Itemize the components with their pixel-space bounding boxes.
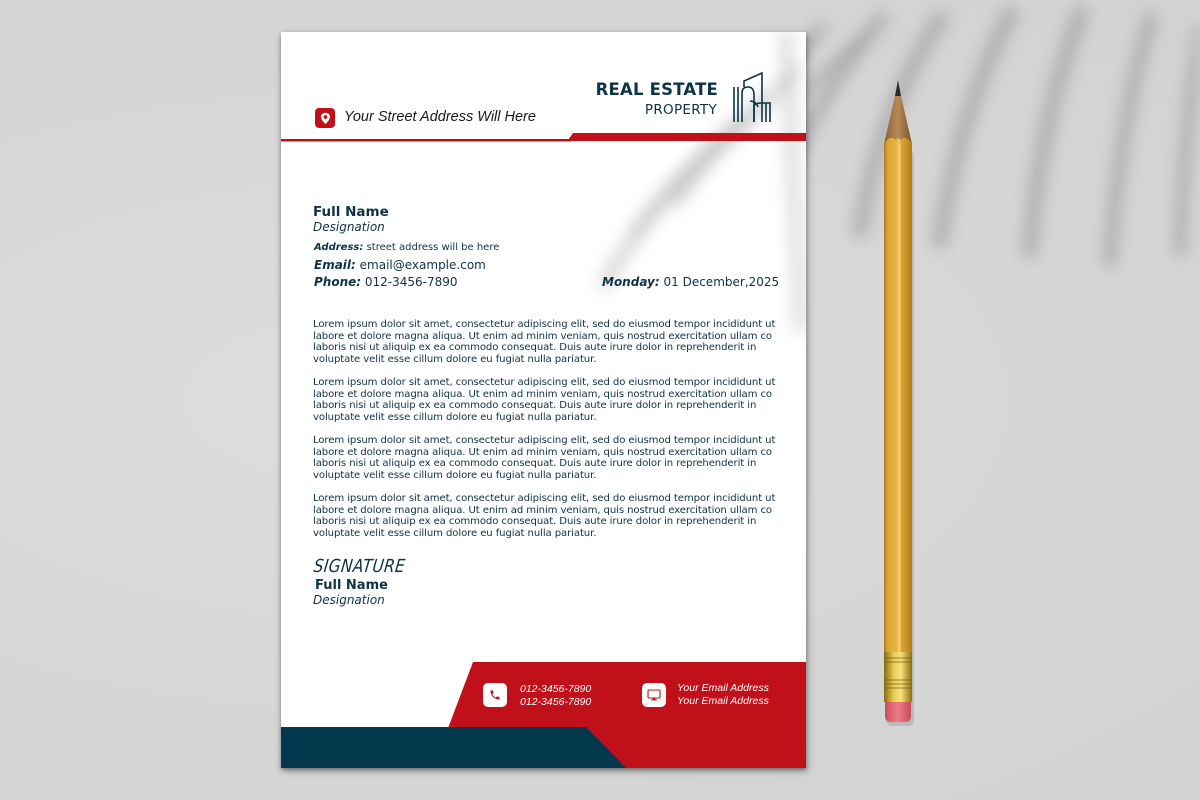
sender-phone-row: [314, 275, 458, 289]
monitor-icon: [642, 683, 666, 707]
footer-phone-2: 012-3456-7890: [520, 695, 592, 708]
brand-subtitle: PROPERTY: [644, 102, 717, 118]
brand-title: REAL ESTATE: [595, 80, 718, 99]
phone-label: Phone:: [314, 275, 362, 289]
date-label: Monday:: [602, 275, 660, 289]
date-value: 01 December,2025: [663, 275, 780, 289]
signature-script: SIGNATURE: [312, 556, 407, 577]
buildings-icon: [732, 71, 774, 122]
footer-email-1: Your Email Address: [677, 682, 769, 694]
body-paragraph: Lorem ipsum dolor sit amet, consectetur adipiscing elit, sed do eiusmod tempor incididunt ut labore et dolore magna aliqua. Ut enim ad minim veniam, quis nostrud exercitation ullam co laboris nisi ut aliquip ex ea commodo consequat. Duis aute irure dolor in reprehenderit in voluptate velit esse cillum dolore eu fugiat nulla pariatur.: [313, 435, 776, 481]
pencil: [882, 76, 914, 726]
sender-designation: Designation: [313, 220, 385, 234]
body-paragraph: Lorem ipsum dolor sit amet, consectetur adipiscing elit, sed do eiusmod tempor incididunt ut labore et dolore magna aliqua. Ut enim ad minim veniam, quis nostrud exercitation ullam co laboris nisi ut aliquip ex ea commodo consequat. Duis aute irure dolor in reprehenderit in voluptate velit esse cillum dolore eu fugiat nulla pariatur.: [313, 377, 776, 423]
footer-phone-1: 012-3456-7890: [520, 683, 592, 695]
signature-name: Full Name: [315, 578, 388, 593]
header-address: Your Street Address Will Here: [344, 109, 536, 125]
header-divider: [281, 130, 806, 144]
body-paragraph: Lorem ipsum dolor sit amet, consectetur adipiscing elit, sed do eiusmod tempor incididunt ut labore et dolore magna aliqua. Ut enim ad minim veniam, quis nostrud exercitation ullam co laboris nisi ut aliquip ex ea commodo consequat. Duis aute irure dolor in reprehenderit in voluptate velit esse cillum dolore eu fugiat nulla pariatur.: [313, 493, 776, 539]
email-label: Email:: [314, 258, 356, 272]
letterhead-paper: [281, 32, 806, 768]
email-value: email@example.com: [359, 258, 486, 272]
footer-band: [281, 660, 806, 768]
signature-designation: Designation: [313, 593, 385, 607]
footer-phones: [520, 683, 591, 708]
body-paragraph: Lorem ipsum dolor sit amet, consectetur adipiscing elit, sed do eiusmod tempor incididunt ut labore et dolore magna aliqua. Ut enim ad minim veniam, quis nostrud exercitation ullam co laboris nisi ut aliquip ex ea commodo consequat. Duis aute irure dolor in reprehenderit in voluptate velit esse cillum dolore eu fugiat nulla pariatur.: [313, 319, 776, 365]
phone-icon: [483, 683, 507, 707]
map-pin-icon: [315, 108, 335, 128]
footer-email-2: Your Email Address: [677, 694, 769, 707]
phone-value: 012-3456-7890: [364, 275, 458, 289]
letter-date: [602, 275, 779, 289]
footer-emails: [677, 682, 769, 707]
sender-name: Full Name: [313, 204, 389, 220]
sender-address-row: [314, 242, 499, 253]
address-value: street address will be here: [366, 242, 500, 253]
sender-email-row: [314, 258, 486, 272]
address-label: Address:: [314, 242, 364, 253]
